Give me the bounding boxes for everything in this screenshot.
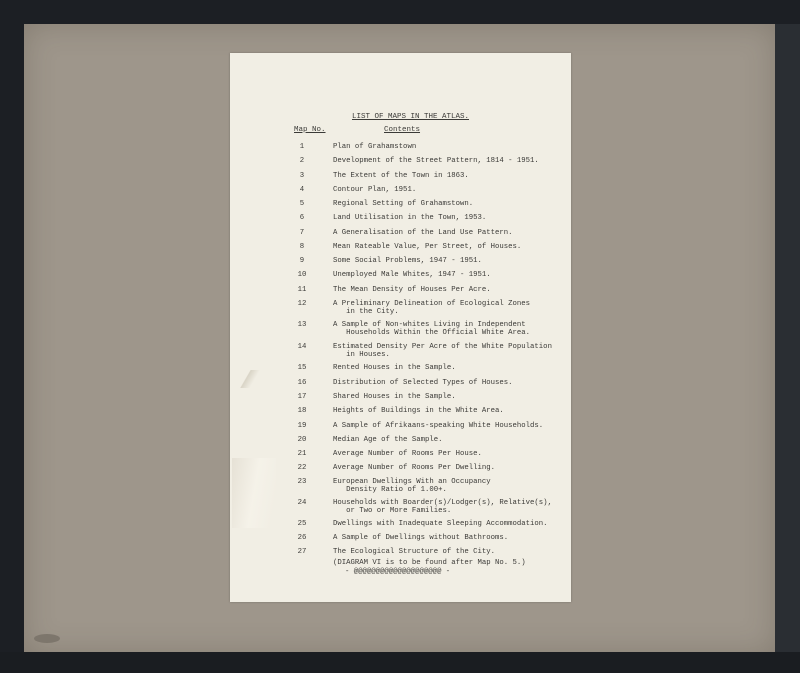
map-contents: Heights of Buildings in the White Area. (333, 407, 504, 415)
map-contents: A Sample of Non-whites Living in Independent Households Within the Official White Area. (333, 321, 531, 338)
map-number: 3 (299, 172, 305, 180)
map-contents: A Sample of Afrikaans-speaking White Households. (333, 422, 544, 430)
map-contents: The Mean Density of Houses Per Acre. (333, 286, 491, 294)
map-number: 21 (297, 450, 307, 458)
map-contents: Average Number of Rooms Per Dwelling. (333, 464, 496, 472)
map-contents: Distribution of Selected Types of Houses. (333, 379, 513, 387)
paper-tear (230, 370, 270, 388)
map-contents: Plan of Grahamstown (333, 143, 417, 151)
map-number: 17 (297, 393, 307, 401)
map-number: 9 (299, 257, 305, 265)
map-number: 15 (297, 364, 307, 372)
map-number: 4 (299, 186, 305, 194)
map-number: 2 (299, 157, 305, 165)
column-header-contents: Contents (384, 126, 421, 134)
map-number: 19 (297, 422, 307, 430)
map-contents: Dwellings with Inadequate Sleeping Accommodation. (333, 520, 548, 528)
map-contents: Contour Plan, 1951. (333, 186, 417, 194)
map-number: 20 (297, 436, 307, 444)
map-contents: Mean Rateable Value, Per Street, of Houses. (333, 243, 522, 251)
map-contents: The Ecological Structure of the City. (333, 548, 496, 556)
map-contents: Unemployed Male Whites, 1947 - 1951. (333, 271, 491, 279)
board-edge (775, 24, 800, 654)
map-contents: Land Utilisation in the Town, 1953. (333, 214, 487, 222)
map-number: 12 (297, 300, 307, 308)
map-contents: A Preliminary Delineation of Ecological Zones in the City. (333, 300, 531, 317)
map-contents: Median Age of the Sample. (333, 436, 443, 444)
map-number: 13 (297, 321, 307, 329)
map-number: 16 (297, 379, 307, 387)
map-contents: Average Number of Rooms Per House. (333, 450, 482, 458)
map-number: 23 (297, 478, 307, 486)
map-number: 22 (297, 464, 307, 472)
map-number: 1 (299, 143, 305, 151)
column-header-map-no: Map No. (294, 126, 326, 134)
map-number: 10 (297, 271, 307, 279)
map-contents: Development of the Street Pattern, 1814 - 1951. (333, 157, 539, 165)
map-number: 24 (297, 499, 307, 507)
map-number: 26 (297, 534, 307, 542)
footnote-ornament: - @@@@@@@@@@@@@@@@@@@@ - (345, 568, 451, 576)
map-number: 27 (297, 548, 307, 556)
bottom-strip (0, 652, 800, 673)
map-contents: European Dwellings With an Occupancy Density Ratio of 1.00+. (333, 478, 491, 495)
map-number: 25 (297, 520, 307, 528)
map-contents: Estimated Density Per Acre of the White Population in Houses. (333, 343, 552, 360)
board-smudge (34, 634, 60, 643)
map-contents: Rented Houses in the Sample. (333, 364, 456, 372)
map-number: 11 (297, 286, 307, 294)
map-contents: A Sample of Dwellings without Bathrooms. (333, 534, 509, 542)
map-number: 14 (297, 343, 307, 351)
map-contents: Households with Boarder(s)/Lodger(s), Relative(s), or Two or More Families. (333, 499, 552, 516)
map-number: 6 (299, 214, 305, 222)
paper-tear (232, 458, 276, 528)
map-number: 18 (297, 407, 307, 415)
map-contents: The Extent of the Town in 1863. (333, 172, 469, 180)
map-contents: A Generalisation of the Land Use Pattern. (333, 229, 513, 237)
map-contents: Regional Setting of Grahamstown. (333, 200, 474, 208)
map-contents: Shared Houses in the Sample. (333, 393, 456, 401)
map-number: 7 (299, 229, 305, 237)
footnote: (DIAGRAM VI is to be found after Map No. 5.) (333, 559, 526, 567)
document-title: LIST OF MAPS IN THE ATLAS. (351, 113, 470, 121)
map-number: 5 (299, 200, 305, 208)
map-number: 8 (299, 243, 305, 251)
map-contents: Some Social Problems, 1947 - 1951. (333, 257, 482, 265)
